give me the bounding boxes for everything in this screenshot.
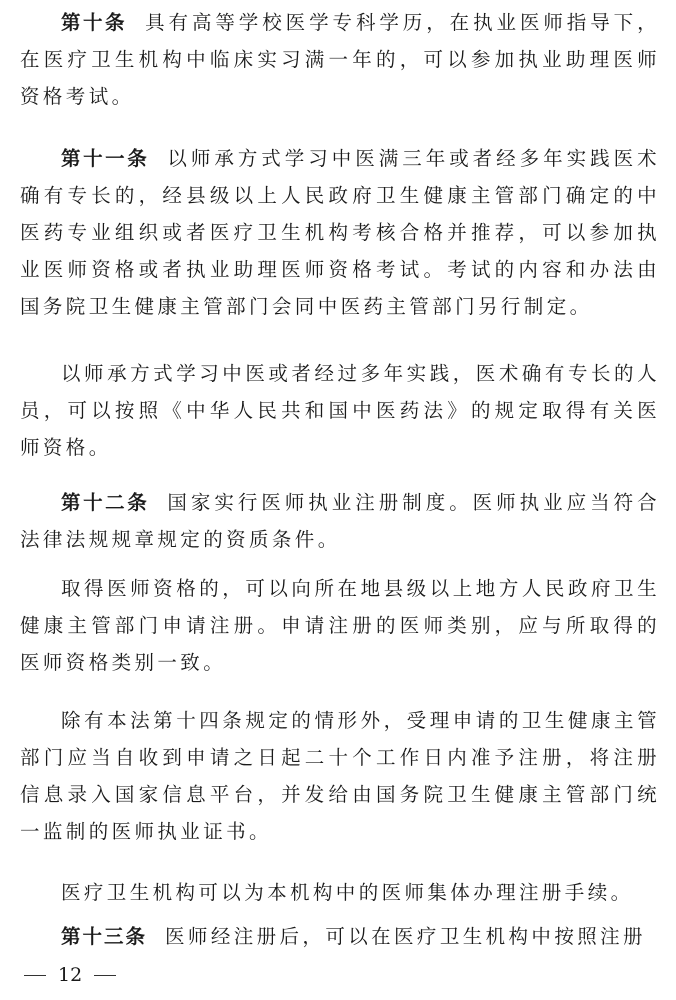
article-11-heading: 第十一条 bbox=[61, 147, 150, 170]
article-12-clause-4 bbox=[20, 874, 660, 911]
article-11-paragraph bbox=[20, 140, 660, 325]
footer-dash-right bbox=[94, 975, 116, 976]
article-11-text: 以师承方式学习中医满三年或者经多年实践医术确有专长的，经县级以上人民政府卫生健康主管部门确定的中医药专业组织或者医疗卫生机构考核合格并推荐，可以参加执业医师资格或者执业助理医师资格考试。考试的内容和办法由国务院卫生健康主管部门会同中医药主管部门另行制定。 bbox=[20, 147, 660, 318]
article-11-clause-2-text: 以师承方式学习中医或者经过多年实践，医术确有专长的人员，可以按照《中华人民共和国中医药法》的规定取得有关医师资格。 bbox=[20, 362, 660, 459]
article-12-clause-4-text: 医疗卫生机构可以为本机构中的医师集体办理注册手续。 bbox=[61, 881, 634, 904]
page-number: 12 bbox=[58, 964, 83, 986]
article-10-paragraph bbox=[20, 4, 660, 115]
article-13-paragraph bbox=[20, 918, 660, 955]
article-11-clause-2 bbox=[20, 355, 660, 466]
article-10-heading: 第十条 bbox=[61, 11, 128, 34]
article-13-text: 医师经注册后，可以在医疗卫生机构中按照注册 bbox=[165, 925, 646, 948]
footer-dash-left bbox=[24, 975, 46, 976]
article-12-clause-3-text: 除有本法第十四条规定的情形外，受理申请的卫生健康主管部门应当自收到申请之日起二十个工作日内准予注册，将注册信息录入国家信息平台，并发给由国务院卫生健康主管部门统一监制的医师执业证书。 bbox=[20, 709, 660, 843]
article-12-clause-2-text: 取得医师资格的，可以向所在地县级以上地方人民政府卫生健康主管部门申请注册。申请注册的医师类别，应与所取得的医师资格类别一致。 bbox=[20, 577, 660, 674]
article-13-heading: 第十三条 bbox=[61, 925, 148, 948]
article-10-text: 具有高等学校医学专科学历，在执业医师指导下，在医疗卫生机构中临床实习满一年的，可以参加执业助理医师资格考试。 bbox=[20, 11, 660, 108]
page-footer bbox=[24, 962, 116, 988]
article-12-clause-3 bbox=[20, 702, 660, 850]
article-12-text: 国家实行医师执业注册制度。医师执业应当符合法律法规规章规定的资质条件。 bbox=[20, 491, 660, 551]
article-12-paragraph bbox=[20, 484, 660, 558]
article-12-heading: 第十二条 bbox=[61, 491, 150, 514]
article-12-clause-2 bbox=[20, 570, 660, 681]
